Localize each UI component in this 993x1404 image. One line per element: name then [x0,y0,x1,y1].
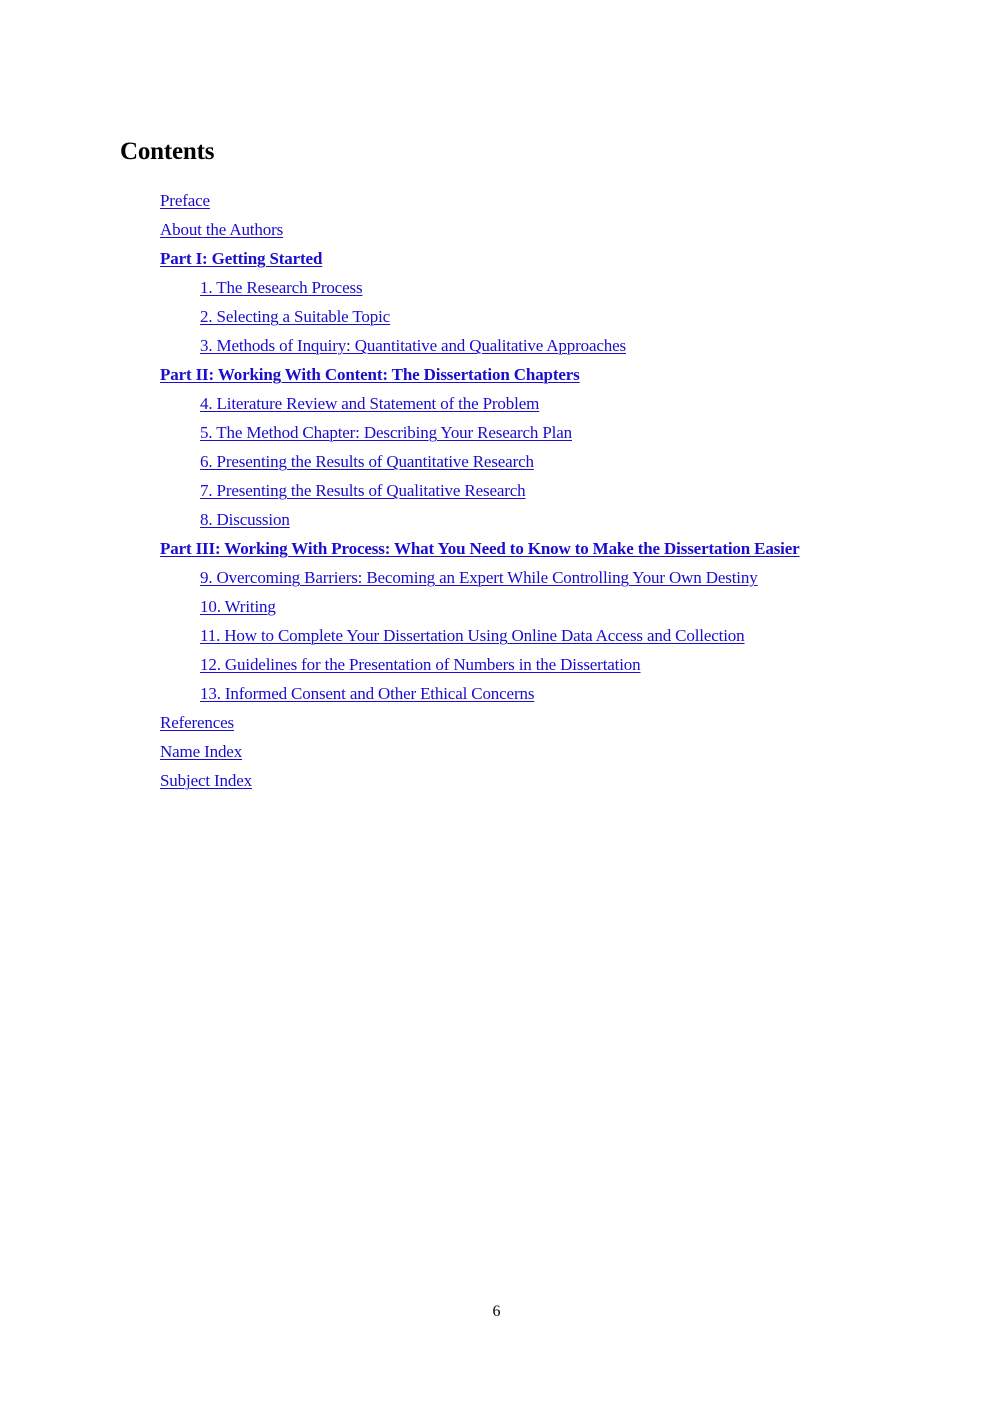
toc-link[interactable]: 11. How to Complete Your Dissertation Using Online Data Access and Collection [200,626,745,645]
table-of-contents [160,186,800,795]
toc-link[interactable]: 9. Overcoming Barriers: Becoming an Expert While Controlling Your Own Destiny [200,568,758,587]
toc-link[interactable]: Subject Index [160,771,252,790]
toc-link[interactable]: 2. Selecting a Suitable Topic [200,307,391,326]
toc-link[interactable]: 4. Literature Review and Statement of the Problem [200,394,540,413]
toc-entry-chapter [160,563,800,592]
toc-link[interactable]: 8. Discussion [200,510,290,529]
toc-link[interactable]: Part II: Working With Content: The Dissertation Chapters [160,365,580,384]
toc-entry-chapter [160,621,800,650]
toc-entry-part [160,360,800,389]
toc-entry-chapter [160,650,800,679]
toc-link[interactable]: 10. Writing [200,597,276,616]
toc-entry-chapter [160,418,800,447]
toc-entry-chapter [160,447,800,476]
toc-entry-chapter [160,476,800,505]
page-number: 6 [492,1303,501,1320]
toc-entry-part [160,534,800,563]
toc-entry-back [160,766,800,795]
toc-entry-front [160,186,800,215]
toc-entry-back [160,737,800,766]
toc-entry-chapter [160,331,800,360]
toc-link[interactable]: Part I: Getting Started [160,249,323,268]
toc-link[interactable]: Part III: Working With Process: What You Need to Know to Make the Dissertation Easier [160,539,800,558]
toc-link[interactable]: Preface [160,191,210,210]
toc-entry-chapter [160,592,800,621]
toc-entry-chapter [160,679,800,708]
toc-link[interactable]: 1. The Research Process [200,278,363,297]
toc-entry-back [160,708,800,737]
toc-link[interactable]: References [160,713,235,732]
toc-link[interactable]: 5. The Method Chapter: Describing Your Research Plan [200,423,572,442]
toc-entry-chapter [160,273,800,302]
toc-link[interactable]: 6. Presenting the Results of Quantitative Research [200,452,534,471]
page-title: Contents [120,138,215,165]
toc-link[interactable]: 7. Presenting the Results of Qualitative Research [200,481,526,500]
toc-entry-chapter [160,389,800,418]
toc-link[interactable]: 3. Methods of Inquiry: Quantitative and Qualitative Approaches [200,336,626,355]
toc-entry-front [160,215,800,244]
toc-link[interactable]: Name Index [160,742,243,761]
toc-entry-part [160,244,800,273]
toc-link[interactable]: 13. Informed Consent and Other Ethical Concerns [200,684,535,703]
toc-link[interactable]: About the Authors [160,220,284,239]
toc-entry-chapter [160,302,800,331]
toc-link[interactable]: 12. Guidelines for the Presentation of Numbers in the Dissertation [200,655,641,674]
toc-entry-chapter [160,505,800,534]
